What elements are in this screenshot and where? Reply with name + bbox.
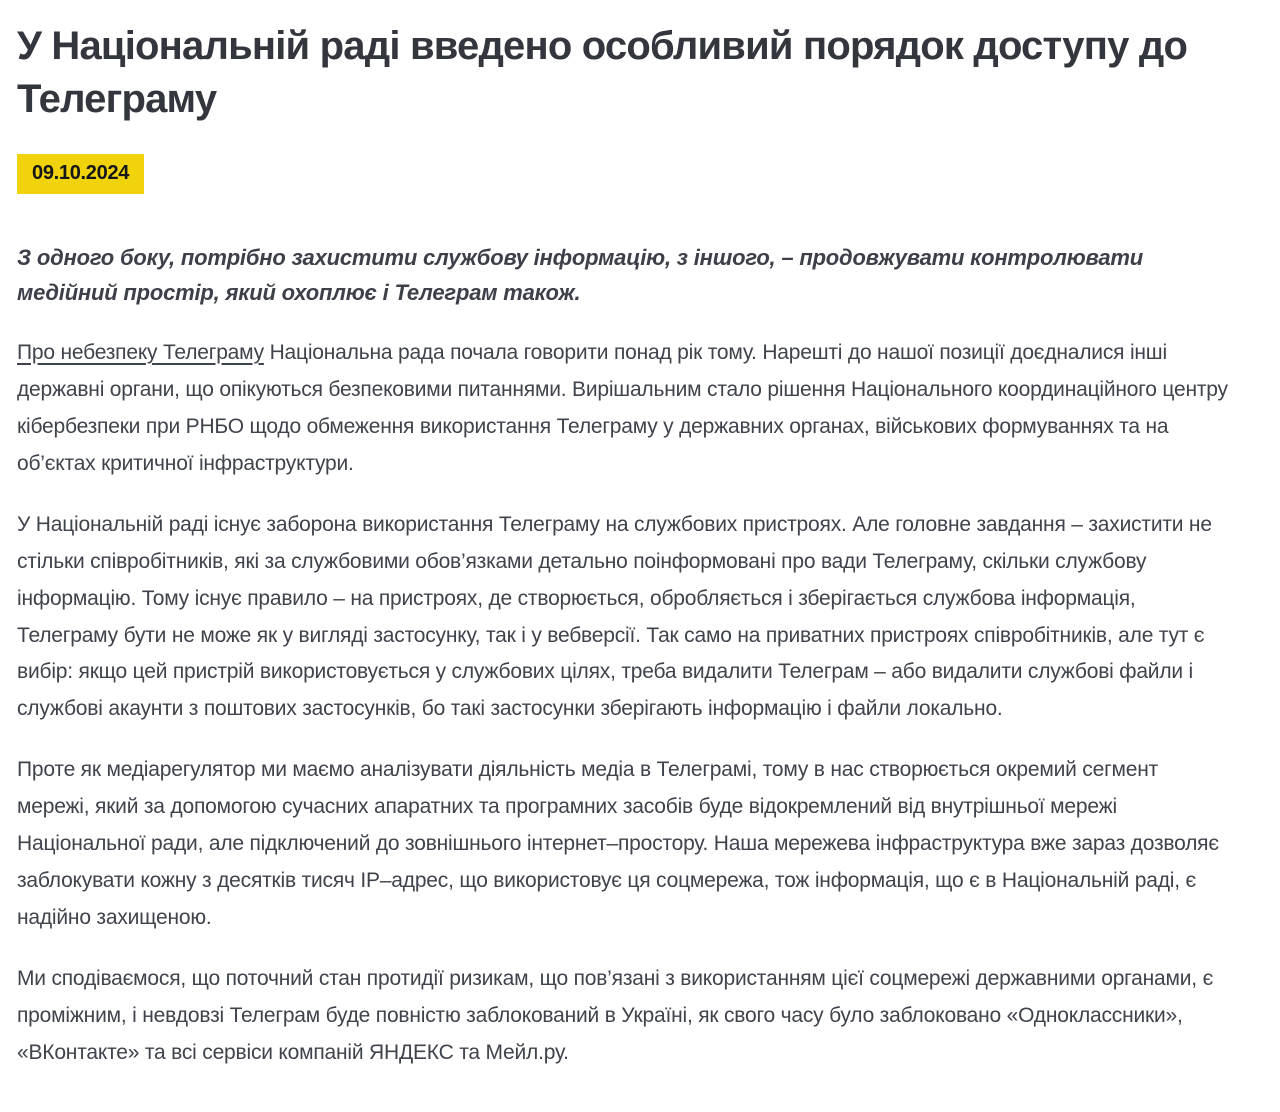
paragraph-network-segment: Проте як медіарегулятор ми маємо аналізувати діяльність медіа в Телеграмі, тому в нас створюється окремий сегмент мережі, який за допомогою сучасних апаратних та програмних засобів буде відокремлений від внутрішньої мережі Національної ради, але підключений до зовнішнього інтернет–простору. Наша мережева інфраструктура вже зараз дозволяє заблокувати кожну з десятків тисяч IP–адрес, що використовує ця соцмережа, тож інформація, що є в Національній раді, є надійно захищеною. <box>17 758 1219 930</box>
date-badge: 09.10.2024 <box>17 154 144 194</box>
paragraph-telegram-danger <box>17 335 1235 483</box>
telegram-danger-link[interactable]: Про небезпеку Телеграму <box>17 340 264 364</box>
paragraph-future-block: Ми сподіваємося, що поточний стан протидії ризикам, що пов’язані з використанням цієї соцмережі державними органами, є проміжним, і невдовзі Телеграм буде повністю заблокований в Україні, як свого часу було заблоковано «Одноклассники», «ВКонтакте» та всі сервіси компаній ЯНДЕКС та Мейл.ру. <box>17 967 1214 1065</box>
page-title: У Національній раді введено особливий порядок доступу до Телеграму <box>17 24 1188 121</box>
paragraph-telegram-danger-text: Національна рада почала говорити понад рік тому. Нарешті до нашої позиції доєдналися інші державні органи, що опікуються безпековими питаннями. Вирішальним стало рішення Національного координаційного центру кібербезпеки при РНБО щодо обмеження використання Телеграму у державних органах, військових формуваннях та на об’єктах критичної інфраструктури. <box>17 340 1228 475</box>
paragraph-internal-ban: У Національній раді існує заборона використання Телеграму на службових пристроях. Але головне завдання – захистити не стільки співробітників, які за службовими обов’язками детально поінформовані про вади Телеграму, скільки службову інформацію. Тому існує правило – на пристроях, де створюється, обробляється і зберігається службова інформація, Телеграму бути не може як у вигляді застосунку, так і у вебверсії. Так само на приватних пристроях співробітників, але тут є вибір: якщо цей пристрій використовується у службових цілях, треба видалити Телеграм – або видалити службові файли і службові акаунти з поштових застосунків, бо такі застосунки зберігають інформацію і файли локально. <box>17 512 1212 721</box>
lead-paragraph: З одного боку, потрібно захистити службову інформацію, з іншого, – продовжувати контролювати медійний простір, який охоплює і Телеграм також. <box>17 244 1143 306</box>
